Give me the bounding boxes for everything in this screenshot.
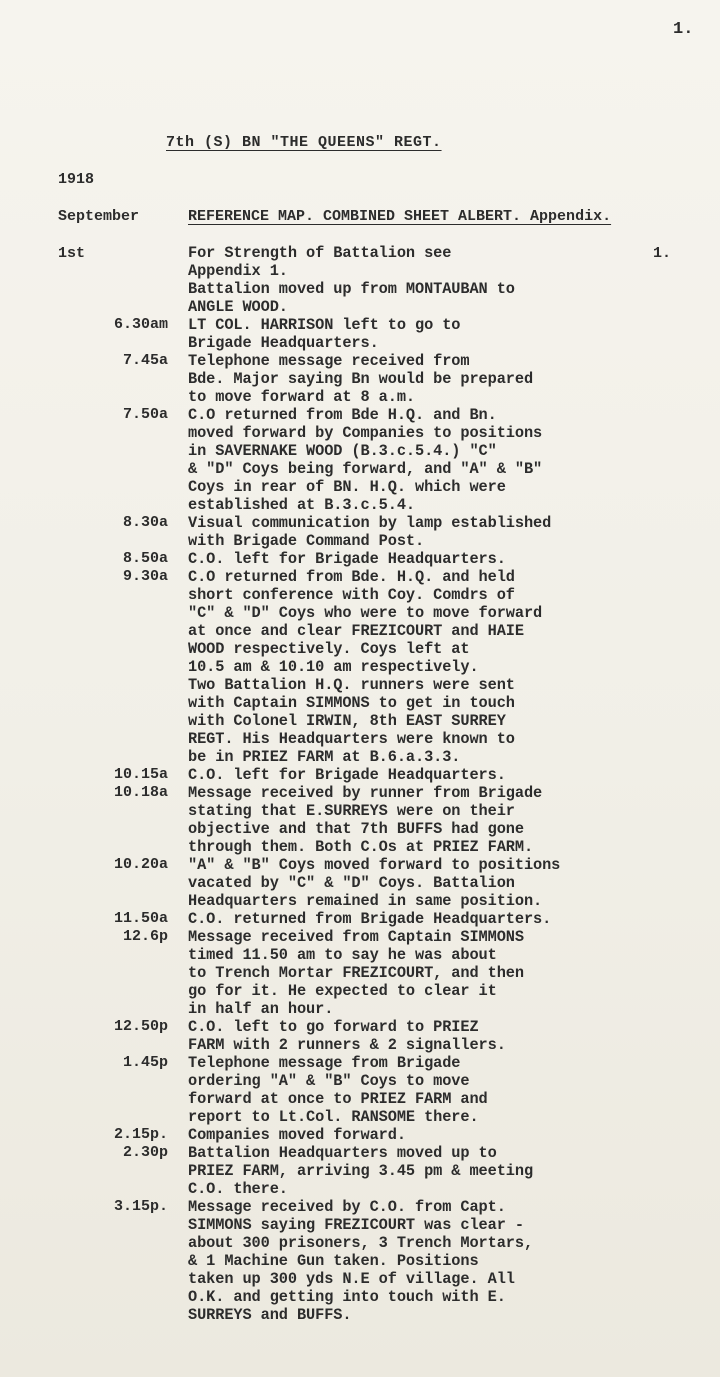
entry-text: Message received by runner from Brigade stating that E.SURREYS were on their objective and that 7th BUFFS had gone through them. Both C.Os at PRIEZ FARM. — [188, 784, 543, 856]
diary-entry — [0, 910, 720, 928]
reference-map: REFERENCE MAP. COMBINED SHEET ALBERT. Appendix. — [188, 208, 612, 225]
diary-entry — [0, 1126, 720, 1144]
entry-time: 10.20a — [113, 856, 168, 873]
entry-text: Telephone message received from Bde. Major saying Bn would be prepared to move forward at 8 a.m. — [188, 352, 534, 406]
day: 1st — [58, 245, 86, 262]
diary-entry — [0, 766, 720, 784]
entry-time: 12.6p — [122, 928, 168, 945]
entry-time: 7.50a — [122, 406, 168, 423]
entry-text: C.O. left to go forward to PRIEZ FARM with 2 runners & 2 signallers. — [188, 1018, 506, 1054]
entry-time: 7.45a — [122, 352, 168, 369]
diary-entry — [0, 352, 720, 406]
entry-time: 9.30a — [122, 568, 168, 585]
diary-entry — [0, 784, 720, 856]
year: 1918 — [58, 171, 95, 188]
diary-entry — [0, 316, 720, 352]
diary-entry — [0, 244, 720, 316]
entry-text: Message received by C.O. from Capt. SIMMONS saying FREZICOURT was clear - about 300 prisoners, 3 Trench Mortars, & 1 Machine Gun taken. Positions taken up 300 yds N.E of village. All O.K. and getting into touch with E. SURREYS and BUFFS. — [188, 1198, 534, 1324]
entry-time: 11.50a — [113, 910, 168, 927]
entry-text: C.O returned from Bde H.Q. and Bn. moved forward by Companies to positions in SAVERNAKE WOOD (B.3.c.5.4.) "C" & "D" Coys being forward, and "A" & "B" Coys in rear of BN. H.Q. which were established at B.3.c.5.4. — [188, 406, 543, 514]
page-number: 1. — [673, 20, 694, 39]
entry-time: 12.50p — [113, 1018, 168, 1035]
diary-entry — [0, 1054, 720, 1126]
entry-text: For Strength of Battalion see Appendix 1. Battalion moved up from MONTAUBAN to ANGLE WOOD. — [188, 244, 515, 316]
entry-time: 2.15p. — [113, 1126, 168, 1143]
diary-entry — [0, 406, 720, 514]
entry-time: 8.50a — [122, 550, 168, 567]
entry-text: Companies moved forward. — [188, 1126, 406, 1144]
diary-entry — [0, 928, 720, 1018]
month: September — [58, 208, 140, 225]
entry-text: Visual communication by lamp established with Brigade Command Post. — [188, 514, 552, 550]
diary-entries — [0, 244, 720, 1324]
entry-text: Battalion Headquarters moved up to PRIEZ FARM, arriving 3.45 pm & meeting C.O. there. — [188, 1144, 534, 1198]
entry-time: 1.45p — [122, 1054, 168, 1071]
entry-time: 10.15a — [113, 766, 168, 783]
appendix-number: 1. — [653, 245, 672, 262]
diary-entry — [0, 1144, 720, 1198]
entry-time: 3.15p. — [113, 1198, 168, 1215]
diary-entry — [0, 568, 720, 766]
entry-time: 10.18a — [113, 784, 168, 801]
diary-entry — [0, 1018, 720, 1054]
entry-text: Message received from Captain SIMMONS timed 11.50 am to say he was about to Trench Mortar FREZICOURT, and then go for it. He expected to clear it in half an hour. — [188, 928, 524, 1018]
entry-text: C.O. left for Brigade Headquarters. — [188, 550, 506, 568]
entry-text: C.O. returned from Brigade Headquarters. — [188, 910, 552, 928]
entry-text: LT COL. HARRISON left to go to Brigade Headquarters. — [188, 316, 461, 352]
diary-entry — [0, 550, 720, 568]
entry-text: C.O returned from Bde. H.Q. and held short conference with Coy. Comdrs of "C" & "D" Coys who were to move forward at once and clear FREZICOURT and HAIE WOOD respectively. Coys left at 10.5 am & 10.10 am respectively. Two Battalion H.Q. runners were sent with Captain SIMMONS to get in touch with Colonel IRWIN, 8th EAST SURREY REGT. His Headquarters were known to be in PRIEZ FARM at B.6.a.3.3. — [188, 568, 543, 766]
diary-entry — [0, 1198, 720, 1324]
entry-time: 6.30am — [113, 316, 168, 333]
entry-time: 2.30p — [122, 1144, 168, 1161]
diary-entry — [0, 514, 720, 550]
battalion-title: 7th (S) BN "THE QUEENS" REGT. — [166, 134, 442, 151]
diary-entry — [0, 856, 720, 910]
entry-time: 8.30a — [122, 514, 168, 531]
entry-text: Telephone message from Brigade ordering "A" & "B" Coys to move forward at once to PRIEZ FARM and report to Lt.Col. RANSOME there. — [188, 1054, 488, 1126]
entry-text: "A" & "B" Coys moved forward to positions vacated by "C" & "D" Coys. Battalion Headquarters remained in same position. — [188, 856, 561, 910]
entry-text: C.O. left for Brigade Headquarters. — [188, 766, 506, 784]
